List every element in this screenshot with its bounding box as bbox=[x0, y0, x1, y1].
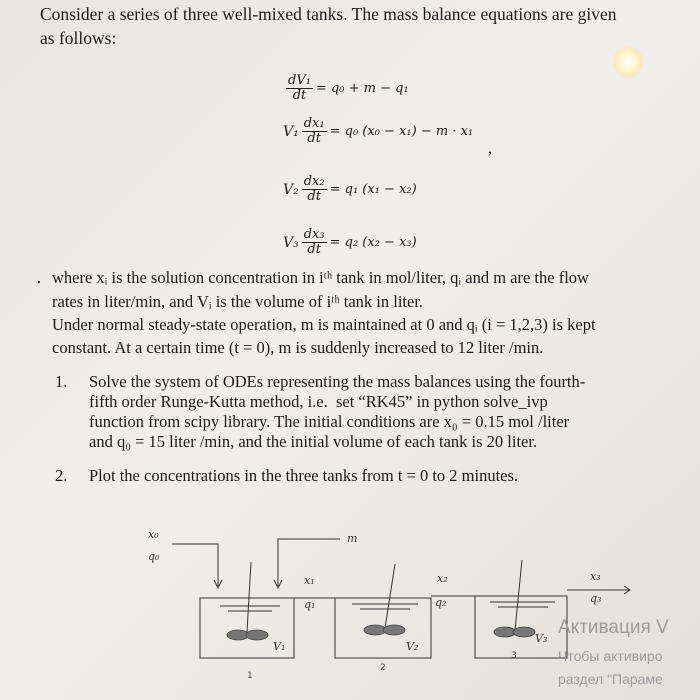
fraction-numerator: dx₁ bbox=[303, 116, 325, 131]
derivative-fraction bbox=[302, 228, 327, 257]
tank-1-number: 1 bbox=[247, 671, 253, 681]
equation-rhs: = q₂ (x₂ − x₃) bbox=[329, 235, 417, 250]
where-line-4: constant. At a certain time (t = 0), m is suddenly increased to 12 liter /min. bbox=[52, 338, 544, 357]
equation-volume bbox=[283, 74, 409, 103]
bullet-dot: · bbox=[36, 272, 42, 292]
tank-2-agitator-shaft bbox=[385, 564, 395, 628]
inlet-x-label: x₀ bbox=[148, 528, 159, 541]
derivative-fraction bbox=[302, 175, 327, 204]
equation-lhs-prefix: V₃ bbox=[283, 234, 299, 251]
derivative-fraction bbox=[286, 74, 313, 103]
tank-2-volume-label: V₂ bbox=[406, 640, 419, 653]
task-number: 1. bbox=[55, 372, 68, 391]
tank-1-volume-label: V₁ bbox=[273, 640, 286, 653]
inlet-q-label: q₀ bbox=[148, 550, 160, 563]
stream-1-x-label: x₁ bbox=[304, 574, 315, 587]
derivative-fraction bbox=[302, 117, 327, 146]
task-number: 2. bbox=[55, 466, 68, 485]
fraction-denominator: dt bbox=[307, 189, 321, 204]
fraction-denominator: dt bbox=[307, 131, 321, 146]
inlet-pipe bbox=[172, 544, 218, 586]
tank-3-impeller-blade bbox=[513, 627, 535, 637]
equation-lhs-prefix: V₁ bbox=[283, 123, 299, 140]
tank-2-impeller-blade bbox=[383, 625, 405, 635]
task-line: Plot the concentrations in the three tanks from t = 0 to 2 minutes. bbox=[89, 466, 519, 485]
task-line: fifth order Runge-Kutta method, i.e. set “RK45” in python solve_ivp bbox=[89, 392, 548, 411]
where-line-1: where xᵢ is the solution concentration in iᵗʰ tank in mol/liter, qᵢ and m are the flow bbox=[52, 268, 589, 287]
fraction-denominator: dt bbox=[292, 88, 307, 103]
equation-comma: , bbox=[488, 140, 492, 157]
fraction-numerator: dV₁ bbox=[288, 73, 311, 88]
stream-3-q-label: q₃ bbox=[590, 592, 602, 605]
task-line: Solve the system of ODEs representing the mass balances using the fourth- bbox=[89, 372, 586, 391]
stream-3-x-label: x₃ bbox=[590, 570, 601, 583]
tank-1-impeller-blade bbox=[246, 630, 268, 640]
equation-tank-1 bbox=[283, 117, 473, 146]
stream-2-q-label: q₂ bbox=[435, 596, 447, 609]
tank-2-number: 2 bbox=[380, 663, 386, 673]
task-line: function from scipy library. The initial conditions are x₀ = 0.15 mol /liter bbox=[89, 412, 570, 431]
fraction-denominator: dt bbox=[307, 242, 321, 257]
equation-tank-3 bbox=[283, 228, 417, 257]
equation-rhs: = q₁ (x₁ − x₂) bbox=[329, 182, 417, 197]
equation-tank-2 bbox=[283, 175, 417, 204]
tank-3-agitator-shaft bbox=[515, 560, 522, 630]
intro-line-1: Consider a series of three well-mixed tanks. The mass balance equations are given bbox=[40, 4, 617, 24]
equation-rhs: = q₀ + m − q₁ bbox=[315, 81, 409, 96]
tank-3-volume-label: V₃ bbox=[535, 632, 548, 645]
watermark-line-2: Чтобы активиро bbox=[558, 648, 663, 664]
tank-1-agitator-shaft bbox=[247, 562, 251, 632]
fraction-numerator: dx₃ bbox=[303, 227, 325, 242]
watermark-line-1: Активация V bbox=[558, 617, 669, 638]
equation-lhs-prefix: V₂ bbox=[283, 181, 299, 198]
fraction-numerator: dx₂ bbox=[303, 174, 325, 189]
light-glare bbox=[612, 46, 644, 78]
equation-rhs: = q₀ (x₀ − x₁) − m · x₁ bbox=[329, 124, 474, 139]
tank-3-number: 3 bbox=[511, 651, 517, 661]
stream-2-x-label: x₂ bbox=[437, 572, 448, 585]
problem-intro bbox=[40, 2, 700, 50]
watermark-line-3: раздел "Параме bbox=[558, 671, 663, 687]
where-line-2: rates in liter/min, and Vᵢ is the volume of iᵗʰ tank in liter. bbox=[52, 292, 424, 311]
m-label: m bbox=[347, 532, 358, 545]
intro-line-2: as follows: bbox=[40, 28, 117, 48]
task-line: and q₀ = 15 liter /min, and the initial volume of each tank is 20 liter. bbox=[89, 432, 538, 451]
stream-1-q-label: q₁ bbox=[304, 598, 316, 611]
where-line-3: Under normal steady-state operation, m is maintained at 0 and qᵢ (i = 1,2,3) is kept bbox=[52, 315, 596, 334]
